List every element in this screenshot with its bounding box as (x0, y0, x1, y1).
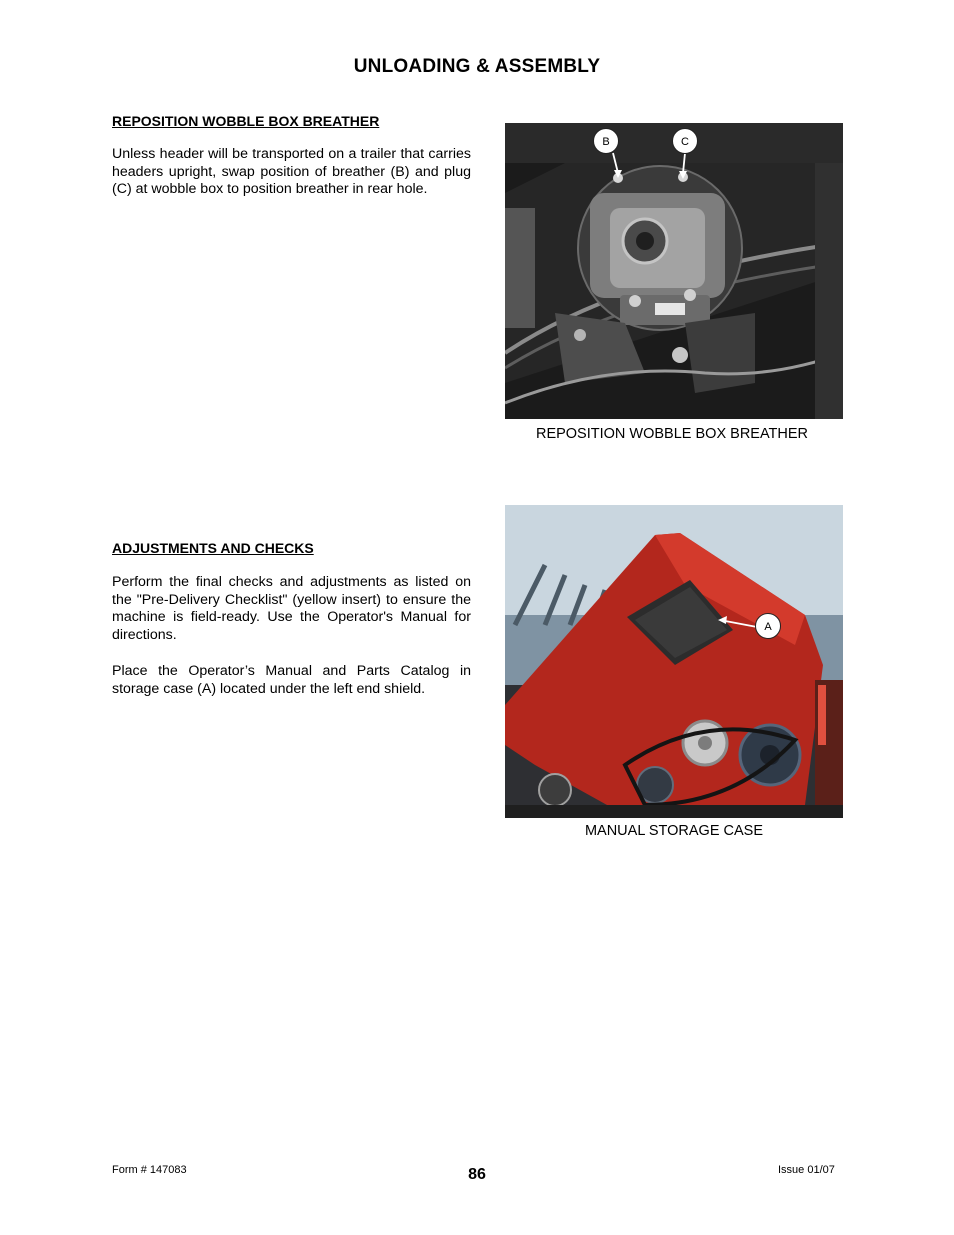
paragraph-final-checks: Perform the final checks and adjustments as listed on the "Pre-Delivery Checklist" (yellow insert) to ensure the machine is field-ready. Use the Operator's Manual for directions. (112, 574, 471, 643)
figure-caption-wobble-box: REPOSITION WOBBLE BOX BREATHER (535, 426, 809, 442)
paragraph-storage-case: Place the Operator’s Manual and Parts Catalog in storage case (A) located under the left end shield. (112, 663, 471, 697)
callout-a: A (755, 613, 781, 639)
footer-issue-date: Issue 01/07 (778, 1164, 835, 1176)
page-title: UNLOADING & ASSEMBLY (353, 56, 601, 77)
page-number: 86 (468, 1166, 486, 1183)
footer-form-number: Form # 147083 (112, 1164, 187, 1176)
callout-b: B (593, 128, 619, 154)
wobble-box-photo (505, 123, 843, 419)
manual-storage-case-photo (505, 505, 843, 818)
paragraph-wobble-box: Unless header will be transported on a trailer that carries headers upright, swap position of breather (B) and plug (C) at wobble box to position breather in rear hole. (112, 146, 471, 197)
section-heading-wobble-box: REPOSITION WOBBLE BOX BREATHER (112, 113, 380, 129)
figure-caption-storage-case: MANUAL STORAGE CASE (584, 823, 764, 839)
section-heading-adjustments: ADJUSTMENTS AND CHECKS (112, 540, 314, 556)
callout-c: C (672, 128, 698, 154)
